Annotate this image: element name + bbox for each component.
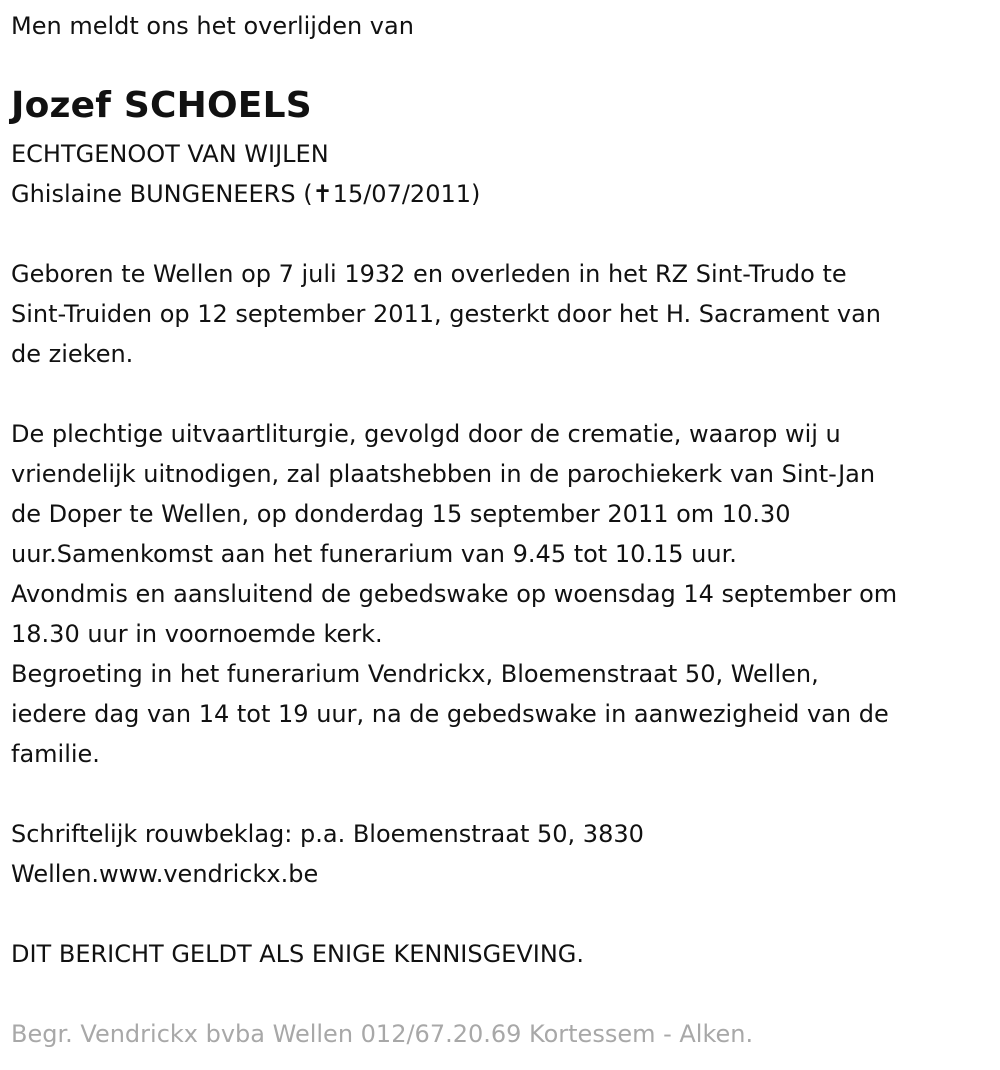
spouse-name-date: Ghislaine BUNGENEERS (✝15/07/2011) [11, 180, 481, 208]
paragraph-line: iedere dag van 14 tot 19 uur, na de gebedswake in aanwezigheid van de [11, 700, 889, 728]
paragraph-line: familie. [11, 740, 100, 768]
funeral-paragraph [11, 414, 897, 774]
intro-text: Men meldt ons het overlijden van [11, 12, 414, 40]
paragraph-line: de zieken. [11, 340, 134, 368]
deceased-name: Jozef SCHOELS [11, 85, 312, 126]
paragraph-line: Begroeting in het funerarium Vendrickx, Bloemenstraat 50, Wellen, [11, 660, 819, 688]
paragraph-line: Wellen.www.vendrickx.be [11, 860, 319, 888]
condolence-paragraph [11, 814, 644, 894]
paragraph-line: De plechtige uitvaartliturgie, gevolgd door de crematie, waarop wij u [11, 420, 841, 448]
paragraph-line: de Doper te Wellen, op donderdag 15 september 2011 om 10.30 [11, 500, 791, 528]
notice-block [11, 934, 584, 974]
paragraph-line: Sint-Truiden op 12 september 2011, gesterkt door het H. Sacrament van [11, 300, 882, 328]
paragraph-line: Geboren te Wellen op 7 juli 1932 en overleden in het RZ Sint-Trudo te [11, 260, 847, 288]
birth-death-paragraph [11, 254, 881, 374]
notice-text: DIT BERICHT GELDT ALS ENIGE KENNISGEVING. [11, 940, 585, 968]
paragraph-line: 18.30 uur in voornoemde kerk. [11, 620, 383, 648]
footer-block [11, 1014, 753, 1054]
spouse-block [11, 134, 480, 214]
paragraph-line: vriendelijk uitnodigen, zal plaatshebben in de parochiekerk van Sint-Jan [11, 460, 876, 488]
spouse-relation: ECHTGENOOT VAN WIJLEN [11, 140, 329, 168]
paragraph-line: uur.Samenkomst aan het funerarium van 9.45 tot 10.15 uur. [11, 540, 737, 568]
paragraph-line: Schriftelijk rouwbeklag: p.a. Bloemenstraat 50, 3830 [11, 820, 644, 848]
paragraph-line: Avondmis en aansluitend de gebedswake op woensdag 14 september om [11, 580, 898, 608]
funeral-home-footer: Begr. Vendrickx bvba Wellen 012/67.20.69 Kortessem - Alken. [11, 1020, 754, 1048]
